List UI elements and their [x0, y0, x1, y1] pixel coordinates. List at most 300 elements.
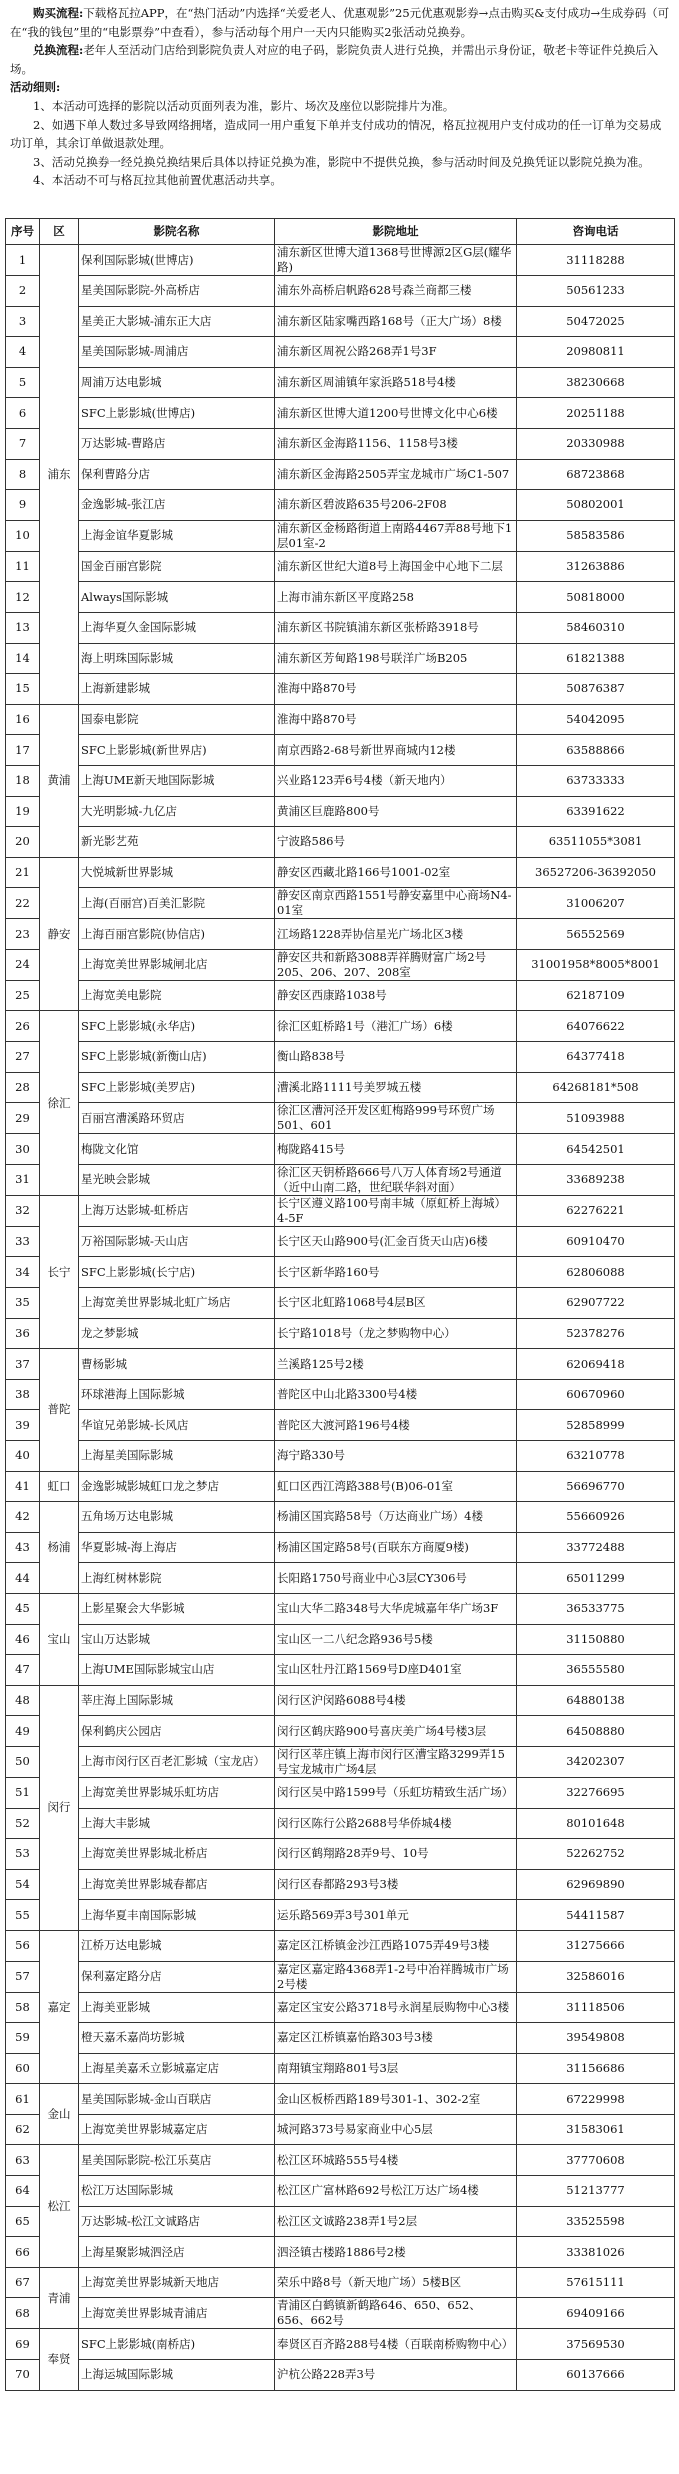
cell-cinema-name: 上海金谊华夏影城 [79, 520, 275, 551]
cell-phone: 63210778 [517, 1441, 675, 1472]
cell-address: 长宁区天山路900号(汇金百货天山店)6楼 [275, 1226, 517, 1257]
cell-address: 漕溪北路1111号美罗城五楼 [275, 1072, 517, 1103]
cell-cinema-name: 上海宽美世界影城嘉定店 [79, 2114, 275, 2145]
table-row [6, 1257, 675, 1288]
table-row [6, 1716, 675, 1747]
cell-phone: 32276695 [517, 1777, 675, 1808]
cell-index: 6 [6, 398, 40, 429]
cell-address: 浦东新区金海路2505弄宝龙城市广场C1-507 [275, 459, 517, 490]
cell-cinema-name: 上海宽美世界影城乐虹坊店 [79, 1777, 275, 1808]
cell-address: 淮海中路870号 [275, 704, 517, 735]
table-row [6, 459, 675, 490]
cell-index: 13 [6, 612, 40, 643]
rule-3: 3、活动兑换券一经兑换兑换结果后具体以持证兑换为准，影院中不提供兑换，参与活动时间及兑换凭证以影院兑换为准。 [33, 154, 650, 169]
table-row [6, 1011, 675, 1042]
cinema-table [5, 218, 675, 2391]
rule-2: 2、如遇下单人数过多导致网络拥堵，造成同一用户重复下单并支付成功的情况，格瓦拉视用户支付成功的任一订单为交易成功订单，其余订单做退款处理。 [10, 117, 662, 151]
cell-address: 江场路1228弄协信星光广场北区3楼 [275, 919, 517, 950]
rule-1: 1、本活动可选择的影院以活动页面列表为准，影片、场次及座位以影院排片为准。 [33, 98, 455, 113]
cell-district: 普陀 [40, 1349, 79, 1471]
cell-phone: 62276221 [517, 1195, 675, 1226]
cell-address: 宝山大华二路348号大华虎城嘉年华广场3F [275, 1593, 517, 1624]
table-row [6, 980, 675, 1011]
cell-index: 30 [6, 1134, 40, 1165]
cell-cinema-name: 国金百丽宫影院 [79, 551, 275, 582]
cell-index: 19 [6, 796, 40, 827]
table-row [6, 796, 675, 827]
table-row [6, 1379, 675, 1410]
cell-index: 33 [6, 1226, 40, 1257]
cell-index: 54 [6, 1869, 40, 1900]
cell-cinema-name: 星美国际影院-外高桥店 [79, 276, 275, 307]
cell-phone: 62969890 [517, 1869, 675, 1900]
cell-address: 普陀区中山北路3300号4楼 [275, 1379, 517, 1410]
cell-address: 运乐路569弄3号301单元 [275, 1900, 517, 1931]
cell-address: 青浦区白鹤镇新鹤路646、650、652、656、662号 [275, 2298, 517, 2329]
cell-index: 10 [6, 520, 40, 551]
cell-cinema-name: 星美国际影城-周浦店 [79, 337, 275, 368]
cell-address: 闵行区陈行公路2688号华侨城4楼 [275, 1808, 517, 1839]
cell-cinema-name: 环球港海上国际影城 [79, 1379, 275, 1410]
purchase-text: 下载格瓦拉APP，在“热门活动”内选择“关爱老人、优惠观影”25元优惠观影券→点击购买&支付成功→生成券码（可在“我的钱包”里的“电影票券”中查看），参与活动每个用户一天内只能购买2张活动兑换券。 [10, 6, 670, 39]
cell-phone: 60910470 [517, 1226, 675, 1257]
table-row [6, 1746, 675, 1777]
cell-address: 松江区文诚路238弄1号2层 [275, 2206, 517, 2237]
cell-cinema-name: 保利嘉定路分店 [79, 1961, 275, 1992]
cell-address: 长宁区新华路160号 [275, 1257, 517, 1288]
cell-phone: 31583061 [517, 2114, 675, 2145]
table-row [6, 827, 675, 858]
table-row [6, 1624, 675, 1655]
cell-district: 奉贤 [40, 2329, 79, 2390]
cell-cinema-name: 新光影艺苑 [79, 827, 275, 858]
cell-index: 59 [6, 2023, 40, 2054]
cell-index: 69 [6, 2329, 40, 2360]
table-row [6, 704, 675, 735]
cell-district: 静安 [40, 857, 79, 1011]
cell-index: 20 [6, 827, 40, 858]
cell-cinema-name: Always国际影城 [79, 582, 275, 613]
cell-index: 31 [6, 1164, 40, 1195]
cell-address: 浦东新区世博大道1368号世博源2区G层(耀华路) [275, 245, 517, 276]
table-row [6, 1441, 675, 1472]
table-row [6, 1134, 675, 1165]
table-row [6, 612, 675, 643]
cell-address: 梅陇路415号 [275, 1134, 517, 1165]
cell-cinema-name: 宝山万达影城 [79, 1624, 275, 1655]
cell-index: 14 [6, 643, 40, 674]
cell-index: 1 [6, 245, 40, 276]
cell-phone: 33525598 [517, 2206, 675, 2237]
cell-address: 徐汇区漕河泾开发区虹梅路999号环贸广场501、601 [275, 1103, 517, 1134]
table-header-row [6, 219, 675, 245]
cell-index: 63 [6, 2145, 40, 2176]
cell-address: 闵行区莘庄镇上海市闵行区漕宝路3299弄15号宝龙城市广场4层 [275, 1746, 517, 1777]
cell-cinema-name: 上海星美嘉禾立影城嘉定店 [79, 2053, 275, 2084]
cell-district: 徐汇 [40, 1011, 79, 1195]
cell-index: 47 [6, 1655, 40, 1686]
cell-address: 嘉定区嘉定路4368弄1-2号中冶祥腾城市广场2号楼 [275, 1961, 517, 1992]
cell-phone: 60670960 [517, 1379, 675, 1410]
cell-address: 嘉定区宝安公路3718号永润星辰购物中心3楼 [275, 1992, 517, 2023]
cell-cinema-name: 大悦城新世界影城 [79, 857, 275, 888]
cell-address: 闵行区鹤翔路28弄9号、10号 [275, 1839, 517, 1870]
cell-phone: 33772488 [517, 1532, 675, 1563]
cell-phone: 38230668 [517, 367, 675, 398]
cell-address: 长宁区北虹路1068号4层B区 [275, 1288, 517, 1319]
cell-address: 城河路373号易家商业中心5层 [275, 2114, 517, 2145]
cell-index: 50 [6, 1746, 40, 1777]
cell-index: 46 [6, 1624, 40, 1655]
table-row [6, 2145, 675, 2176]
cell-cinema-name: 万裕国际影城-天山店 [79, 1226, 275, 1257]
cell-phone: 50876387 [517, 674, 675, 705]
cell-index: 34 [6, 1257, 40, 1288]
cell-cinema-name: 华夏影城-海上海店 [79, 1532, 275, 1563]
table-row [6, 306, 675, 337]
table-row [6, 2023, 675, 2054]
cell-phone: 20251188 [517, 398, 675, 429]
cell-cinema-name: 五角场万达电影城 [79, 1502, 275, 1533]
cell-phone: 32586016 [517, 1961, 675, 1992]
cell-index: 24 [6, 949, 40, 980]
cell-address: 闵行区沪闵路6088号4楼 [275, 1685, 517, 1716]
table-row [6, 1410, 675, 1441]
purchase-label: 购买流程: [33, 6, 84, 20]
cell-cinema-name: 上海星美国际影城 [79, 1441, 275, 1472]
table-row [6, 888, 675, 919]
purchase-paragraph [10, 4, 672, 41]
cell-index: 58 [6, 1992, 40, 2023]
cell-index: 23 [6, 919, 40, 950]
cell-address: 长阳路1750号商业中心3层CY306号 [275, 1563, 517, 1594]
cell-index: 22 [6, 888, 40, 919]
cell-address: 浦东新区周祝公路268弄1号3F [275, 337, 517, 368]
cell-district: 闵行 [40, 1685, 79, 1930]
cell-cinema-name: 上海宽美世界影城新天地店 [79, 2267, 275, 2298]
cell-cinema-name: SFC上影影城(世博店) [79, 398, 275, 429]
cell-phone: 64268181*508 [517, 1072, 675, 1103]
table-row [6, 1349, 675, 1380]
cell-district: 长宁 [40, 1195, 79, 1348]
cell-cinema-name: 上海新建影城 [79, 674, 275, 705]
cell-phone: 62069418 [517, 1349, 675, 1380]
table-row [6, 1103, 675, 1134]
cell-index: 29 [6, 1103, 40, 1134]
cell-address: 闵行区鹤庆路900号喜庆美广场4号楼3层 [275, 1716, 517, 1747]
cell-index: 35 [6, 1288, 40, 1319]
cell-index: 27 [6, 1042, 40, 1073]
cell-index: 39 [6, 1410, 40, 1441]
table-row [6, 765, 675, 796]
table-row [6, 1502, 675, 1533]
cell-phone: 51093988 [517, 1103, 675, 1134]
cell-phone: 55660926 [517, 1502, 675, 1533]
cell-district: 虹口 [40, 1471, 79, 1502]
cell-address: 嘉定区江桥镇金沙江西路1075弄49号3楼 [275, 1930, 517, 1961]
cell-phone: 36555580 [517, 1655, 675, 1686]
cell-phone: 63733333 [517, 765, 675, 796]
cell-phone: 39549808 [517, 2023, 675, 2054]
cell-phone: 31150880 [517, 1624, 675, 1655]
cell-phone: 52262752 [517, 1839, 675, 1870]
cell-address: 静安区西藏北路166号1001-02室 [275, 857, 517, 888]
cell-address: 松江区广富林路692号松江万达广场4楼 [275, 2176, 517, 2207]
table-row [6, 276, 675, 307]
table-row [6, 1563, 675, 1594]
cell-address: 浦东新区陆家嘴西路168号（正大广场）8楼 [275, 306, 517, 337]
cell-cinema-name: 保利曹路分店 [79, 459, 275, 490]
cell-phone: 63391622 [517, 796, 675, 827]
cell-cinema-name: 上海宽美世界影城闸北店 [79, 949, 275, 980]
cell-index: 4 [6, 337, 40, 368]
header-index: 序号 [6, 219, 40, 245]
table-row [6, 1685, 675, 1716]
cell-phone: 33381026 [517, 2237, 675, 2268]
cell-phone: 54411587 [517, 1900, 675, 1931]
cell-district: 杨浦 [40, 1502, 79, 1594]
cell-address: 南翔镇宝翔路801号3层 [275, 2053, 517, 2084]
cell-cinema-name: 江桥万达电影城 [79, 1930, 275, 1961]
table-row [6, 1471, 675, 1502]
cell-index: 11 [6, 551, 40, 582]
table-row [6, 1042, 675, 1073]
cell-cinema-name: 上海大丰影城 [79, 1808, 275, 1839]
cell-index: 51 [6, 1777, 40, 1808]
cell-phone: 54042095 [517, 704, 675, 735]
cell-index: 12 [6, 582, 40, 613]
header-district: 区 [40, 219, 79, 245]
table-row [6, 2053, 675, 2084]
cell-phone: 64076622 [517, 1011, 675, 1042]
cell-cinema-name: 上海宽美电影院 [79, 980, 275, 1011]
cell-index: 67 [6, 2267, 40, 2298]
cell-address: 泗泾镇古楼路1886号2楼 [275, 2237, 517, 2268]
cell-phone: 68723868 [517, 459, 675, 490]
cell-phone: 61821388 [517, 643, 675, 674]
table-row [6, 2114, 675, 2145]
cell-cinema-name: 海上明珠国际影城 [79, 643, 275, 674]
cell-phone: 64542501 [517, 1134, 675, 1165]
cell-address: 杨浦区国宾路58号（万达商业广场）4楼 [275, 1502, 517, 1533]
cell-index: 43 [6, 1532, 40, 1563]
cell-cinema-name: SFC上影影城(南桥店) [79, 2329, 275, 2360]
table-row [6, 1900, 675, 1931]
exchange-text: 老年人至活动门店给到影院负责人对应的电子码，影院负责人进行兑换，并需出示身份证，敬老卡等证件兑换后入场。 [10, 43, 659, 76]
cell-cinema-name: 梅陇文化馆 [79, 1134, 275, 1165]
cell-address: 金山区板桥西路189号301-1、302-2室 [275, 2084, 517, 2115]
cell-cinema-name: 上海宽美世界影城北桥店 [79, 1839, 275, 1870]
cell-index: 64 [6, 2176, 40, 2207]
cell-phone: 62806088 [517, 1257, 675, 1288]
cell-index: 36 [6, 1318, 40, 1349]
cell-address: 黄浦区巨鹿路800号 [275, 796, 517, 827]
cell-cinema-name: 上海华夏久金国际影城 [79, 612, 275, 643]
cell-phone: 34202307 [517, 1746, 675, 1777]
cell-index: 52 [6, 1808, 40, 1839]
cell-address: 静安区共和新路3088弄祥腾财富广场2号205、206、207、208室 [275, 949, 517, 980]
cell-index: 26 [6, 1011, 40, 1042]
table-row [6, 1839, 675, 1870]
cell-cinema-name: SFC上影影城(美罗店) [79, 1072, 275, 1103]
cell-district: 青浦 [40, 2267, 79, 2329]
cell-cinema-name: 曹杨影城 [79, 1349, 275, 1380]
cell-phone: 31001958*8005*8001 [517, 949, 675, 980]
cell-index: 66 [6, 2237, 40, 2268]
table-row [6, 1226, 675, 1257]
cell-cinema-name: 星光映会影城 [79, 1164, 275, 1195]
cell-cinema-name: 百丽宫漕溪路环贸店 [79, 1103, 275, 1134]
cell-index: 42 [6, 1502, 40, 1533]
cell-cinema-name: 星美国际影城-金山百联店 [79, 2084, 275, 2115]
table-row [6, 1869, 675, 1900]
cell-phone: 31263886 [517, 551, 675, 582]
cell-cinema-name: 上海万达影城-虹桥店 [79, 1195, 275, 1226]
table-row [6, 2360, 675, 2391]
cell-cinema-name: 莘庄海上国际影城 [79, 1685, 275, 1716]
cell-address: 奉贤区百齐路288号4楼（百联南桥购物中心） [275, 2329, 517, 2360]
rules-block [10, 78, 672, 97]
cell-cinema-name: SFC上影影城(永华店) [79, 1011, 275, 1042]
header-phone: 咨询电话 [517, 219, 675, 245]
table-row [6, 582, 675, 613]
cell-address: 浦东新区周浦镇年家浜路518号4楼 [275, 367, 517, 398]
cell-phone: 58460310 [517, 612, 675, 643]
cell-district: 嘉定 [40, 1930, 79, 2083]
cell-cinema-name: 上海UME新天地国际影城 [79, 765, 275, 796]
cell-phone: 20330988 [517, 428, 675, 459]
table-body [6, 245, 675, 2391]
cell-index: 45 [6, 1593, 40, 1624]
cell-phone: 62187109 [517, 980, 675, 1011]
cell-address: 长宁路1018号（龙之梦购物中心） [275, 1318, 517, 1349]
cell-cinema-name: SFC上影影城(新世界店) [79, 735, 275, 766]
table-row [6, 367, 675, 398]
cell-address: 浦东外高桥启帆路628号森兰商都三楼 [275, 276, 517, 307]
table-row [6, 949, 675, 980]
cell-address: 浦东新区世纪大道8号上海国金中心地下二层 [275, 551, 517, 582]
cell-cinema-name: 龙之梦影城 [79, 1318, 275, 1349]
cell-cinema-name: SFC上影影城(新衡山店) [79, 1042, 275, 1073]
table-row [6, 337, 675, 368]
cell-index: 38 [6, 1379, 40, 1410]
table-row [6, 1288, 675, 1319]
cell-phone: 64377418 [517, 1042, 675, 1073]
cell-cinema-name: 上海宽美世界影城北虹广场店 [79, 1288, 275, 1319]
table-row [6, 2267, 675, 2298]
cell-address: 兴业路123弄6号4楼（新天地内） [275, 765, 517, 796]
table-row [6, 1593, 675, 1624]
cell-address: 荣乐中路8号（新天地广场）5楼B区 [275, 2267, 517, 2298]
table-row [6, 1961, 675, 1992]
cell-phone: 31118506 [517, 1992, 675, 2023]
cell-phone: 37569530 [517, 2329, 675, 2360]
cell-index: 16 [6, 704, 40, 735]
cell-address: 徐汇区天钥桥路666号八万人体育场2号通道（近中山南二路，世纪联华斜对面） [275, 1164, 517, 1195]
cell-index: 3 [6, 306, 40, 337]
cell-index: 60 [6, 2053, 40, 2084]
cell-phone: 31156686 [517, 2053, 675, 2084]
rule-4: 4、本活动不可与格瓦拉其他前置优惠活动共享。 [33, 173, 282, 188]
cell-cinema-name: 上海美亚影城 [79, 1992, 275, 2023]
cell-index: 70 [6, 2360, 40, 2391]
cell-phone: 58583586 [517, 520, 675, 551]
cell-address: 闵行区春都路293号3楼 [275, 1869, 517, 1900]
cell-address: 宝山区牡丹江路1569号D座D401室 [275, 1655, 517, 1686]
cell-index: 8 [6, 459, 40, 490]
table-row [6, 1808, 675, 1839]
cell-phone: 63588866 [517, 735, 675, 766]
cell-phone: 36533775 [517, 1593, 675, 1624]
table-row [6, 2237, 675, 2268]
cell-address: 上海市浦东新区平度路258 [275, 582, 517, 613]
cell-index: 57 [6, 1961, 40, 1992]
table-row [6, 1930, 675, 1961]
cell-index: 21 [6, 857, 40, 888]
table-row [6, 857, 675, 888]
cell-index: 44 [6, 1563, 40, 1594]
cell-address: 浦东新区碧波路635号206-2F08 [275, 490, 517, 521]
table-row [6, 2329, 675, 2360]
cell-phone: 52378276 [517, 1318, 675, 1349]
cell-cinema-name: 星美正大影城-浦东正大店 [79, 306, 275, 337]
cell-index: 56 [6, 1930, 40, 1961]
cell-index: 18 [6, 765, 40, 796]
cell-phone: 33689238 [517, 1164, 675, 1195]
header-address: 影院地址 [275, 219, 517, 245]
table-row [6, 674, 675, 705]
cell-index: 53 [6, 1839, 40, 1870]
cell-phone: 36527206-36392050 [517, 857, 675, 888]
table-row [6, 551, 675, 582]
cell-cinema-name: 万达影城-松江文诚路店 [79, 2206, 275, 2237]
cell-cinema-name: 上海宽美世界影城春都店 [79, 1869, 275, 1900]
cell-address: 宁波路586号 [275, 827, 517, 858]
cell-phone: 65011299 [517, 1563, 675, 1594]
table-row [6, 520, 675, 551]
table-row [6, 1072, 675, 1103]
cell-address: 浦东新区芳甸路198号联洋广场B205 [275, 643, 517, 674]
cell-cinema-name: 上海宽美世界影城青浦店 [79, 2298, 275, 2329]
cell-index: 32 [6, 1195, 40, 1226]
table-row [6, 1164, 675, 1195]
cell-address: 普陀区大渡河路196号4楼 [275, 1410, 517, 1441]
cell-index: 41 [6, 1471, 40, 1502]
cell-address: 浦东新区金杨路街道上南路4467弄88号地下1层01室-2 [275, 520, 517, 551]
cell-phone: 60137666 [517, 2360, 675, 2391]
cell-address: 闵行区吴中路1599号（乐虹坊精致生活广场） [275, 1777, 517, 1808]
cell-index: 25 [6, 980, 40, 1011]
cell-address: 宝山区一二八纪念路936号5楼 [275, 1624, 517, 1655]
cell-cinema-name: 上海百丽宫影院(协信店) [79, 919, 275, 950]
cell-phone: 50802001 [517, 490, 675, 521]
cell-index: 49 [6, 1716, 40, 1747]
cell-district: 宝山 [40, 1593, 79, 1685]
cell-phone: 50472025 [517, 306, 675, 337]
cell-cinema-name: 国泰电影院 [79, 704, 275, 735]
cell-address: 淮海中路870号 [275, 674, 517, 705]
cell-cinema-name: 上海红树林影院 [79, 1563, 275, 1594]
cell-index: 48 [6, 1685, 40, 1716]
cell-district: 金山 [40, 2084, 79, 2145]
table-row [6, 643, 675, 674]
cell-phone: 50561233 [517, 276, 675, 307]
cell-phone: 51213777 [517, 2176, 675, 2207]
cell-cinema-name: 保利鹤庆公园店 [79, 1716, 275, 1747]
table-row [6, 1655, 675, 1686]
table-row [6, 1318, 675, 1349]
cell-index: 17 [6, 735, 40, 766]
